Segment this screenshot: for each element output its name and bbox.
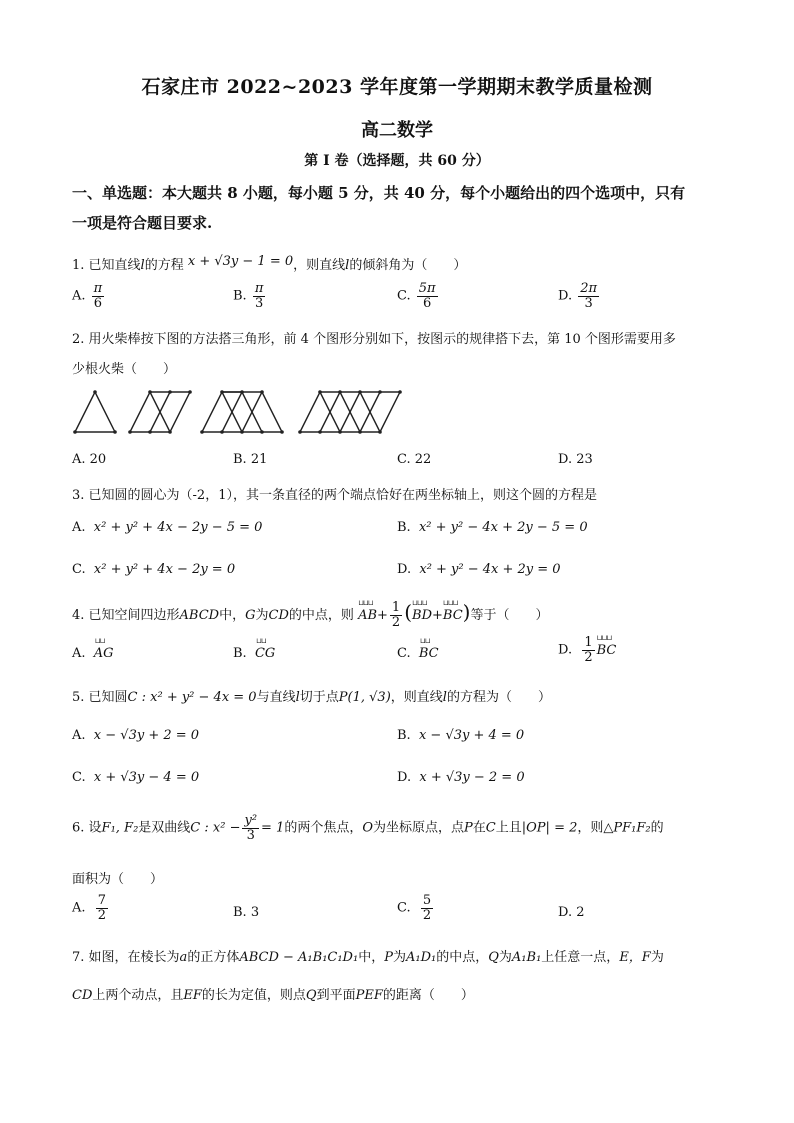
figure-vertices (73, 390, 402, 434)
question-2-line-2: 少根火柴（ ） (72, 362, 177, 377)
q3-option-b[interactable]: B. x² + y² − 4x + 2y − 5 = 0 (397, 520, 588, 535)
question-5: 5. 已知圆C : x² + y² − 4x = 0与直线l切于点P(1, √3)，则直线l的方程为（ ） (72, 690, 551, 705)
q3-option-c[interactable]: C. x² + y² + 4x − 2y = 0 (72, 562, 236, 577)
question-6: 6. 设F₁, F₂是双曲线C : x² − $\frac{\text{y²}}{3}$ = 1的两个焦点，O为坐标原点，点P在C上且|OP| = 2，则△PF₁F₂的 (72, 813, 664, 843)
q5-option-c[interactable]: C. x + √3y − 4 = 0 (72, 770, 200, 785)
question-7-line-2: CD上两个动点，且EF的长为定值，则点Q到平面PEF的距离（ ） (72, 988, 474, 1003)
question-2-line-1: 2. 用火柴棒按下图的方法搭三角形，前 4 个图形分别如下，按图示的规律搭下去，第 10 个图形需要用多 (72, 332, 676, 347)
q5-option-b[interactable]: B. x − √3y + 4 = 0 (397, 728, 525, 743)
q1-option-d[interactable]: D. $\frac{2\pi}{3}$ (558, 281, 598, 311)
question-6-line-2: 面积为（ ） (72, 872, 164, 887)
part-title: 第 I 卷（选择题，共 60 分） (304, 153, 490, 169)
q4-option-a[interactable]: A. ⊔⊔ AG (72, 646, 114, 661)
q6-option-b[interactable]: B. 3 (233, 905, 260, 920)
figure-2 (130, 392, 190, 432)
q3-option-a[interactable]: A. x² + y² + 4x − 2y − 5 = 0 (72, 520, 263, 535)
subject-title: 高二数学 (361, 120, 433, 141)
q6-option-c[interactable]: C. $\frac{5}{2}$ (397, 893, 432, 923)
q2-option-a[interactable]: A. 20 (72, 452, 107, 467)
question-7-line-1: 7. 如图，在棱长为a的正方体ABCD − A₁B₁C₁D₁中，P为A₁D₁的中点，Q为A₁B₁上任意一点，E，F为 (72, 950, 664, 965)
q4-option-b[interactable]: B. ⊔⊔ CG (233, 646, 275, 661)
q2-option-b[interactable]: B. 21 (233, 452, 268, 467)
q4-option-c[interactable]: C. ⊔⊔ BC (397, 646, 439, 661)
question-3: 3. 已知圆的圆心为（-2，1），其一条直径的两个端点恰好在两坐标轴上，则这个圆的方程是 (72, 488, 597, 503)
figure-3 (202, 392, 282, 432)
q5-option-a[interactable]: A. x − √3y + 2 = 0 (72, 728, 200, 743)
q1-option-a[interactable]: A. $\frac{\pi}{6}$ (72, 281, 103, 311)
q4-option-d[interactable]: D. $\frac{1}{2}$ ⊔⊔⊔ BC (558, 636, 616, 664)
figure-4 (300, 392, 400, 432)
question-4: 4. 已知空间四边形ABCD中，G为CD的中点，则 ⊔⊔⊔ AB+ $\frac{1}{2}$ (⊔⊔⊔ BD+⊔⊔⊔ BC)等于（ ） (72, 600, 548, 630)
q1-option-c[interactable]: C. $\frac{5\pi}{6}$ (397, 281, 436, 311)
q1-equation: x + √3y − 1 = 0 (187, 254, 294, 269)
q5-option-d[interactable]: D. x + √3y − 2 = 0 (397, 770, 525, 785)
section-line-1: 一、单选题：本大题共 8 小题，每小题 5 分，共 40 分，每个小题给出的四个选项中，只有 (72, 184, 686, 202)
section-line-2: 一项是符合题目要求. (72, 214, 213, 232)
question-1: 1. 已知直线l的方程 x + √3y − 1 = 0，则直线l的倾斜角为（ ） (72, 254, 467, 273)
exam-title: 石家庄市 2022~2023 学年度第一学期期末教学质量检测 (141, 76, 653, 98)
q2-option-c[interactable]: C. 22 (397, 452, 432, 467)
q2-option-d[interactable]: D. 23 (558, 452, 593, 467)
q3-option-d[interactable]: D. x² + y² − 4x + 2y = 0 (397, 562, 561, 577)
q1-option-b[interactable]: B. $\frac{\pi}{3}$ (233, 281, 264, 311)
q6-option-d[interactable]: D. 2 (558, 905, 585, 920)
figure-1 (75, 392, 115, 432)
matchstick-figure (70, 386, 415, 438)
q6-option-a[interactable]: A. $\frac{7}{2}$ (72, 893, 107, 923)
